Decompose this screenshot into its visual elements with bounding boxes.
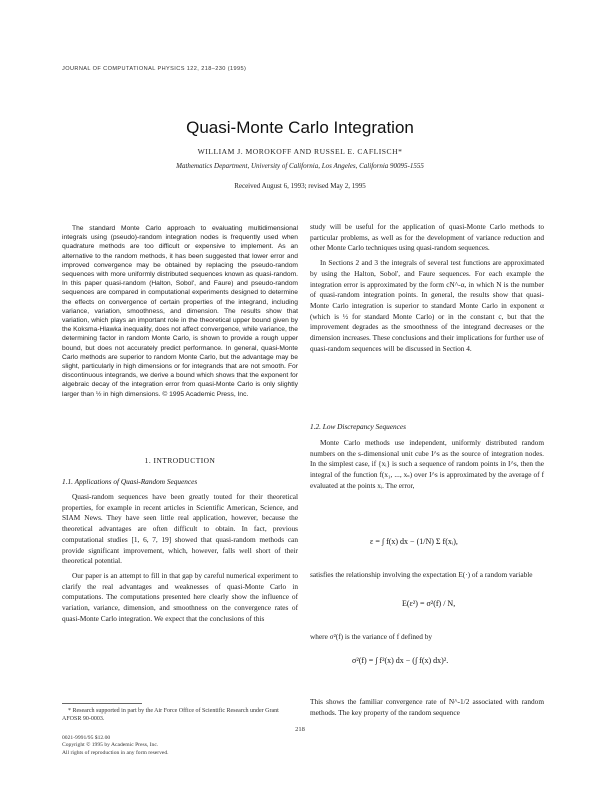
paragraph: Quasi-random sequences have been greatly touted for their theoretical properties, for example in recent articles in Scientific American, Science, and SIAM News. They have seen little real application, however, because the theoretical advantages are often difficult to obtain. In fact, previous computational studies [1, 6, 7, 19] showed that quasi-random methods can provide significant improvement, which, however, falls well short of their theoretical potential. bbox=[62, 492, 298, 566]
page-number: 218 bbox=[295, 726, 305, 733]
journal-line: JOURNAL OF COMPUTATIONAL PHYSICS 122, 218–230 (1995) bbox=[62, 66, 247, 72]
affiliation: Mathematics Department, University of California, Los Angeles, California 90095-1555 bbox=[176, 162, 424, 170]
paragraph: study will be useful for the application of quasi-Monte Carlo methods to particular problems, as well as for the development of variance reduction and other Monte Carlo techniques using quasi-random sequences. bbox=[310, 222, 544, 253]
copyright-line: Copyright © 1995 by Academic Press, Inc. bbox=[62, 742, 159, 749]
equation-variance: σ²(f) = ∫ f²(x) dx − (∫ f(x) dx)². bbox=[352, 656, 449, 665]
equation-expectation: E(ε²) = σ²(f) / N, bbox=[402, 599, 456, 608]
paragraph: satisfies the relationship involving the expectation E(·) of a random variable bbox=[310, 570, 533, 579]
abstract: The standard Monte Carlo approach to evaluating multidimensional integrals using (pseudo)-random integration nodes is frequently used when quadrature methods are too difficult or expensive to implement. As an alternative to the random methods, it has been suggested that lower error and improved convergence may be obtained by replacing the pseudo-random sequences with more uniformly distributed sequences known as quasi-random. In this paper quasi-random (Halton, Sobol', and Faure) and pseudo-random sequences are compared in computational experiments designed to determine the effects on convergence of certain properties of the integrand, including variance, variation, smoothness, and dimension. The results show that variation, which plays an important role in the theoretical upper bound given by the Koksma-Hlawka inequality, does not affect convergence, while variance, the determining factor in random Monte Carlo, is shown to provide a rough upper bound, but does not accurately predict performance. In general, quasi-Monte Carlo methods are superior to random Monte Carlo, but the advantage may be slight, particularly in high dimensions or for integrands that are not smooth. For discontinuous integrands, we derive a bound which shows that the exponent for algebraic decay of the integration error from quasi-Monte Carlo is only slightly larger than ½ in high dimensions. © 1995 Academic Press, Inc. bbox=[62, 225, 298, 398]
subsection-heading-low-discrepancy: 1.2. Low Discrepancy Sequences bbox=[310, 422, 406, 431]
paragraph: Monte Carlo methods use independent, uniformly distributed random numbers on the s-dimensional unit cube I^s as the source of integration nodes. In the simplest case, if {xᵢ} is such a sequence of random points in I^s, then the integral of the function f(x₁, ..., xₛ) over I^s is approximated by the average of f evaluated at the points xᵢ. The error, bbox=[310, 438, 544, 490]
right-column-cont4 bbox=[310, 697, 544, 718]
paper-title: Quasi-Monte Carlo Integration bbox=[186, 118, 414, 137]
left-column bbox=[62, 492, 298, 624]
footnote: * Research supported in part by the Air Force Office of Scientific Research under Grant AFOSR 90-0003. bbox=[62, 708, 279, 722]
section-heading-introduction: 1. INTRODUCTION bbox=[144, 456, 216, 465]
right-column-cont3 bbox=[310, 632, 544, 643]
paragraph: where σ²(f) is the variance of f defined by bbox=[310, 632, 433, 641]
paragraph: This shows the familiar convergence rate of N^-1/2 associated with random methods. The key property of the random sequence bbox=[310, 697, 544, 717]
subsection-heading-applications: 1.1. Applications of Quasi-Random Sequences bbox=[62, 477, 198, 486]
paragraph: In Sections 2 and 3 the integrals of several test functions are approximated by using the Halton, Sobol', and Faure sequences. For each example the integration error is approximated by the form cN^-α, in which N is the number of quasi-random integration points. In general, the results show that quasi-Monte Carlo integration is superior to standard Monte Carlo in exponent α (which is ½ for standard Monte Carlo) or in the constant c, but that the improvement degrades as the smoothness of the integrand decreases or the dimension increases. These conclusions and their implications for further use of quasi-random sequences will be discussed in Section 4. bbox=[310, 258, 544, 353]
right-column bbox=[310, 222, 544, 354]
equation-error: ε = ∫ f(x) dx − (1/N) Σ f(xᵢ), bbox=[370, 537, 458, 546]
paragraph: Our paper is an attempt to fill in that gap by careful numerical experiment to clarify the real advantages and weaknesses of quasi-Monte Carlo in computations. The computations presented here clearly show the influence of variation, variance, dimension, and smoothness on the convergence rates of quasi-Monte Carlo integration. We expect that the conclusions of this bbox=[62, 570, 298, 623]
copyright-block bbox=[62, 735, 262, 757]
copyright-line: 0021-9991/95 $12.00 bbox=[62, 735, 111, 741]
footnote-rule bbox=[62, 703, 142, 704]
authors: WILLIAM J. MOROKOFF AND RUSSEL E. CAFLISCH* bbox=[197, 147, 403, 156]
right-column-cont bbox=[310, 438, 544, 492]
copyright-line: All rights of reproduction in any form reserved. bbox=[62, 749, 169, 756]
right-column-cont2 bbox=[310, 570, 544, 581]
received-date: Received August 6, 1993; revised May 2, 1995 bbox=[234, 182, 366, 190]
